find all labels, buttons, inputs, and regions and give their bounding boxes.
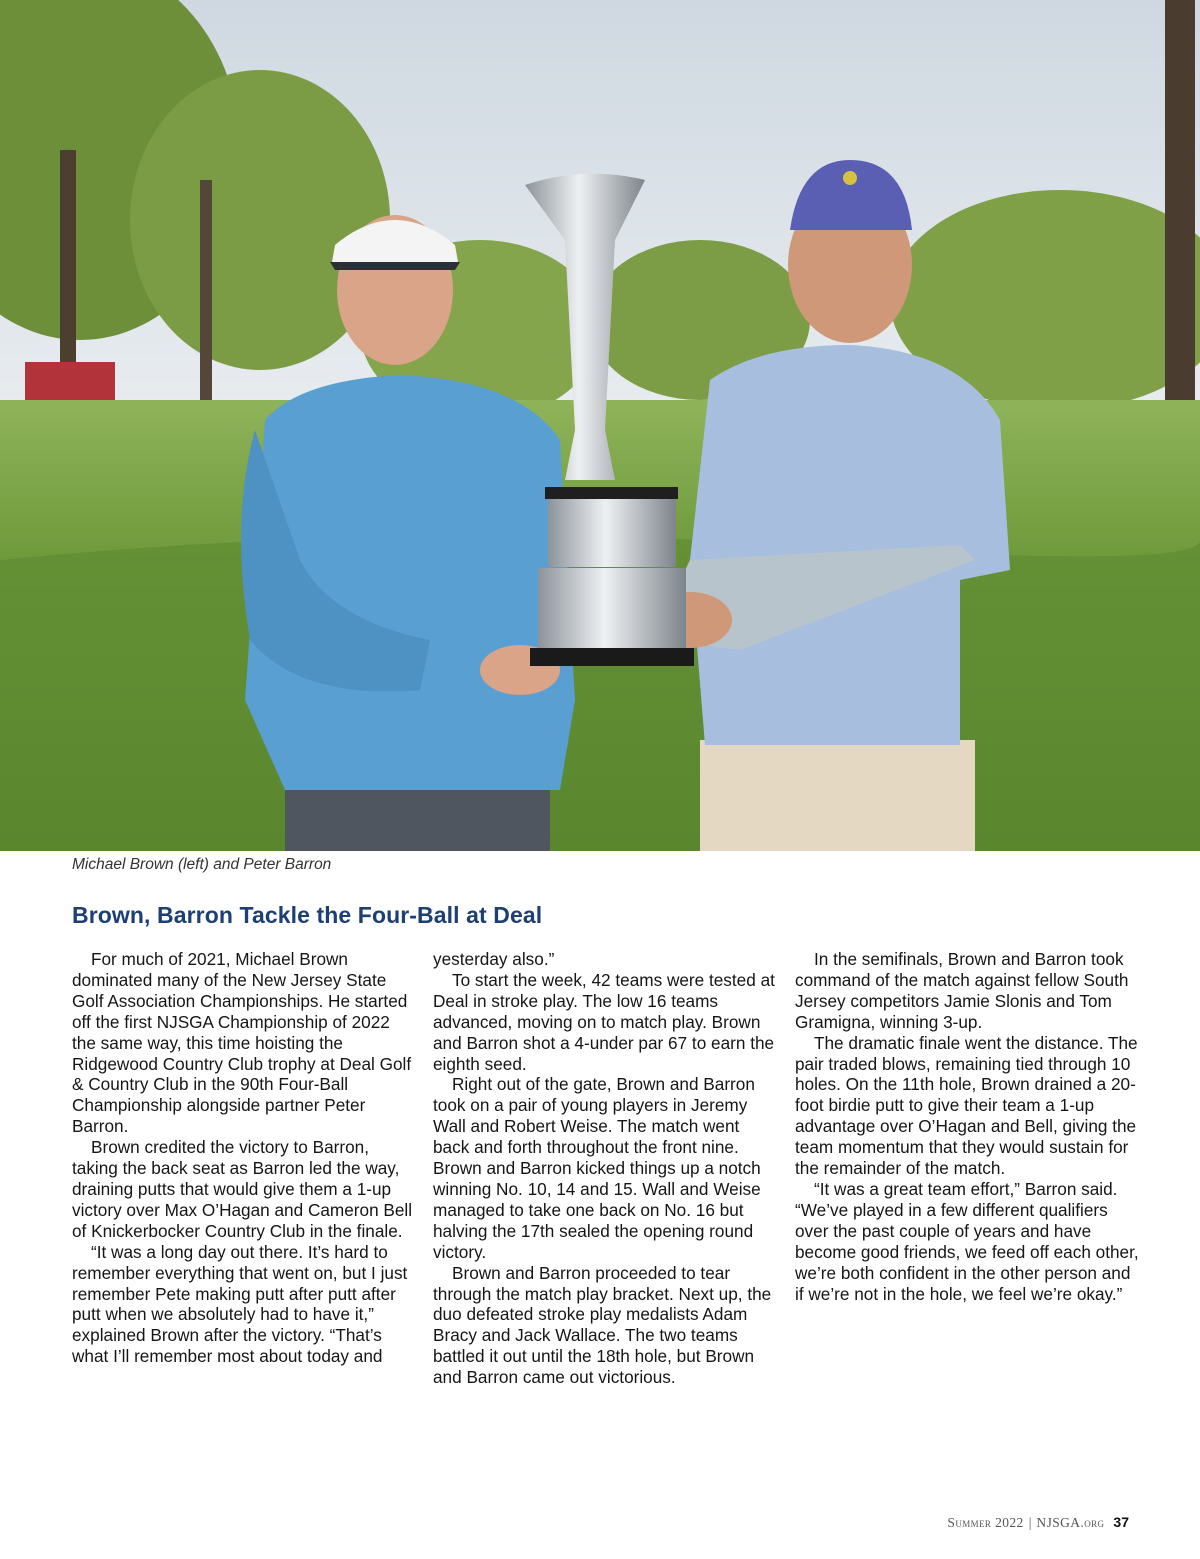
paragraph: “It was a long day out there. It’s hard to remember everything that went on, but I just remember Pete making putt after putt after putt when we absolutely had to have it,” explained Brown after the victory. “That’s what I’ll remember most about today and bbox=[72, 1241, 408, 1367]
paragraph: Brown credited the victory to Barron, taking the back seat as Barron led the way, draining putts that would give them a 1-up victory over Max O’Hagan and Cameron Bell of Knickerbocker Country Club in the finale. bbox=[72, 1137, 413, 1241]
paragraph: Right out of the gate, Brown and Barron took on a pair of young players in Jeremy Wall and Robert Weise. The match went back and forth throughout the front nine. Brown and Barron kicked things up a notch winning No. 10, 14 and 15. Wall and Weise managed to take one back on No. 16 but halving the 17th sealed the opening round victory. bbox=[433, 1074, 761, 1262]
article-column-2 bbox=[433, 949, 778, 1388]
footer-season: Summer 2022 bbox=[947, 1515, 1024, 1530]
footer-separator: | bbox=[1028, 1515, 1032, 1530]
paragraph: “It was a great team effort,” Barron said. “We’ve played in a few different qualifiers over the past couple of years and have become good friends, we feed off each other, we’re both confident in the other person and if we’re not in the hole, we feel we’re okay.” bbox=[795, 1178, 1139, 1304]
paragraph: For much of 2021, Michael Brown dominated many of the New Jersey State Golf Association Championships. He started off the first NJSGA Championship of 2022 the same way, this time hoisting the Ridgewood Country Club trophy at Deal Golf & Country Club in the 90th Four-Ball Championship alongside partner Peter Barron. bbox=[72, 949, 412, 1137]
paragraph: The dramatic finale went the distance. The pair traded blows, remaining tied through 10 holes. On the 11th hole, Brown drained a 20-foot birdie putt to give their team a 1-up advantage over O’Hagan and Bell, giving the team momentum that they would sustain for the remainder of the match. bbox=[795, 1032, 1138, 1179]
article-column-1 bbox=[72, 949, 417, 1367]
paragraph: Brown and Barron proceeded to tear through the match play bracket. Next up, the duo defeated stroke play medalists Adam Bracy and Jack Wallace. The two teams battled it out until the 18th hole, but Brown and Barron came out victorious. bbox=[433, 1262, 772, 1388]
paragraph-continued: yesterday also.” bbox=[433, 949, 555, 969]
article-headline: Brown, Barron Tackle the Four-Ball at Deal bbox=[72, 902, 543, 928]
paragraph: In the semifinals, Brown and Barron took command of the match against fellow South Jersey competitors Jamie Slonis and Tom Gramigna, winning 3-up. bbox=[795, 949, 1129, 1032]
page-number: 37 bbox=[1113, 1514, 1129, 1530]
article-column-3 bbox=[795, 949, 1140, 1304]
paragraph: To start the week, 42 teams were tested at Deal in stroke play. The low 16 teams advanced, moving on to match play. Brown and Barron shot a 4-under par 67 to earn the eighth seed. bbox=[433, 969, 775, 1074]
page-footer bbox=[947, 1514, 1129, 1531]
footer-site: NJSGA.org bbox=[1036, 1515, 1105, 1530]
photo-caption: Michael Brown (left) and Peter Barron bbox=[72, 856, 332, 873]
